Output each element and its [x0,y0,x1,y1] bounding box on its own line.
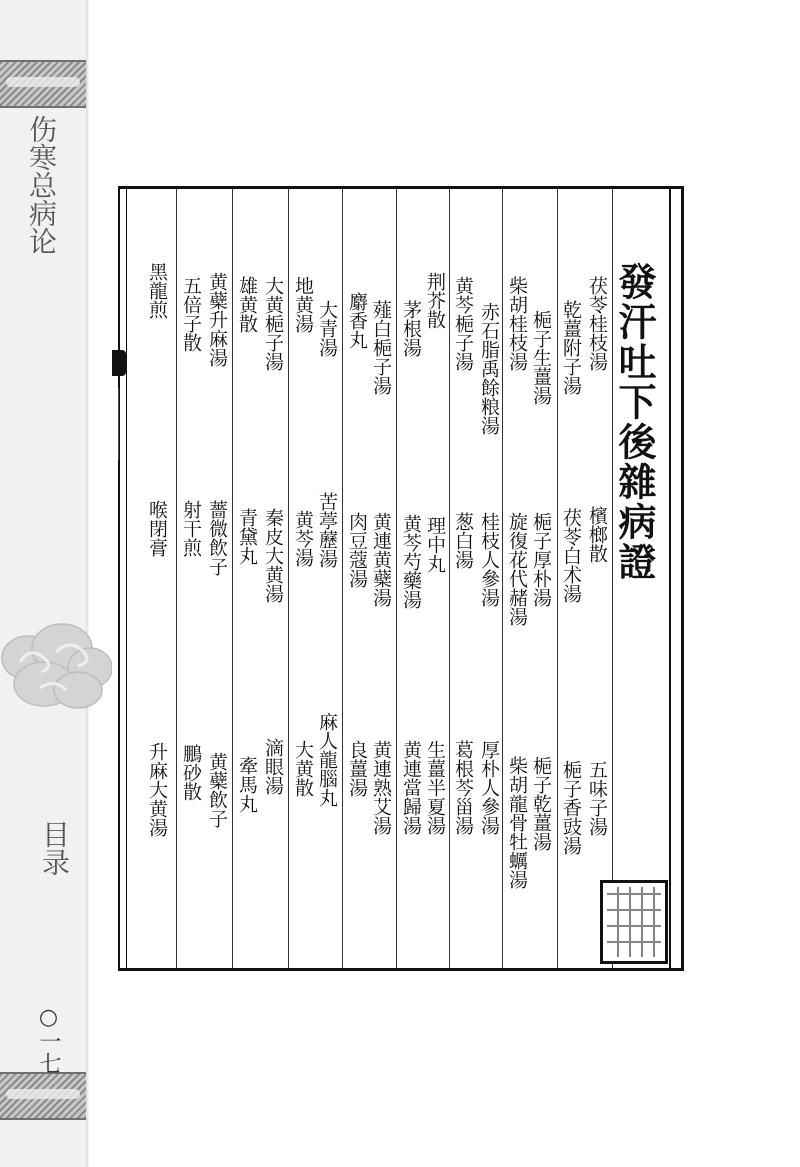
bottom-decorative-band [0,1072,86,1120]
list-item: 喉閉膏 [146,500,168,557]
list-item: 薤白梔子湯 [370,300,392,395]
list-item: 理中丸 [424,516,446,573]
column-rule [342,189,343,968]
list-item: 黄蘗升麻湯 [206,272,228,367]
column-rule [502,189,503,968]
page-number: ○一七 [36,1005,61,1074]
top-decorative-band [0,60,86,108]
list-item: 生薑半夏湯 [424,740,446,835]
list-item: 葱白湯 [452,512,474,569]
list-item: 黄蘗飲子 [206,752,228,828]
list-item: 乾薑附子湯 [560,300,582,395]
list-item: 梔子生薑湯 [530,310,552,405]
list-item: 梔子乾薑湯 [530,756,552,851]
list-item: 大黄散 [292,740,314,797]
column-rule [288,189,289,968]
frame-inner-right-line [669,189,671,968]
list-item: 葛根芩甾湯 [452,740,474,835]
column-rule [396,189,397,968]
list-item: 升麻大黄湯 [146,742,168,837]
list-item: 五味子湯 [586,760,608,836]
fish-tail-mark-icon [112,350,126,376]
list-item: 鵬砂散 [180,744,202,801]
column-rule [176,189,177,968]
list-item: 肉豆蔻湯 [346,512,368,588]
cloud-ornament-icon [0,618,112,714]
list-item: 梔子厚朴湯 [530,512,552,607]
book-title: 伤寒总病论 [25,115,58,255]
list-item: 滴眼湯 [262,738,284,795]
list-item: 桂枝人參湯 [478,512,500,607]
list-item: 青黛丸 [236,508,258,565]
list-item: 牽馬丸 [236,756,258,813]
list-item: 良薑湯 [346,740,368,797]
list-item: 黄連當歸湯 [400,740,422,835]
section-label: 目录 [38,820,71,876]
list-item: 大青湯 [316,300,338,357]
list-item: 茯苓白术湯 [560,508,582,603]
list-item: 五倍子散 [180,276,202,352]
list-item: 秦皮大黄湯 [262,508,284,603]
seal-stamp-icon [600,880,668,964]
column-rule [557,189,558,968]
list-item: 射干煎 [180,500,202,557]
list-item: 檳榔散 [586,506,608,563]
list-item: 赤石脂禹餘粮湯 [478,302,500,435]
list-item: 黄芩湯 [292,510,314,567]
margin-strip-edge [86,0,89,1167]
list-item: 地黄湯 [292,276,314,333]
list-item: 黄連黄蘗湯 [370,512,392,607]
section-heading: 發汗吐下後雜病證 [612,262,657,582]
list-item: 梔子香豉湯 [560,760,582,855]
list-item: 薔微飲子 [206,500,228,576]
list-item: 柴胡龍骨牡蠣湯 [506,756,528,889]
list-item: 茅根湯 [400,300,422,357]
list-item: 黄連熟艾湯 [370,740,392,835]
list-item: 麝香丸 [346,292,368,349]
list-item: 旋復花代赭湯 [506,512,528,626]
column-rule [449,189,450,968]
list-item: 茯苓桂枝湯 [586,276,608,371]
list-item: 大黄梔子湯 [262,276,284,371]
fish-tail-line [118,388,119,460]
list-item: 柴胡桂枝湯 [506,276,528,371]
list-item: 黄芩梔子湯 [452,276,474,371]
list-item: 麻人龍腦丸 [316,712,338,807]
column-rule [232,189,233,968]
frame-inner-left-line [126,189,127,968]
seal-pattern [607,887,661,957]
list-item: 黄芩芍藥湯 [400,514,422,609]
list-item: 雄黄散 [236,276,258,333]
list-item: 黑龍煎 [146,262,168,319]
list-item: 厚朴人參湯 [478,740,500,835]
list-item: 荆芥散 [424,272,446,329]
list-item: 苦葶藶湯 [316,492,338,568]
